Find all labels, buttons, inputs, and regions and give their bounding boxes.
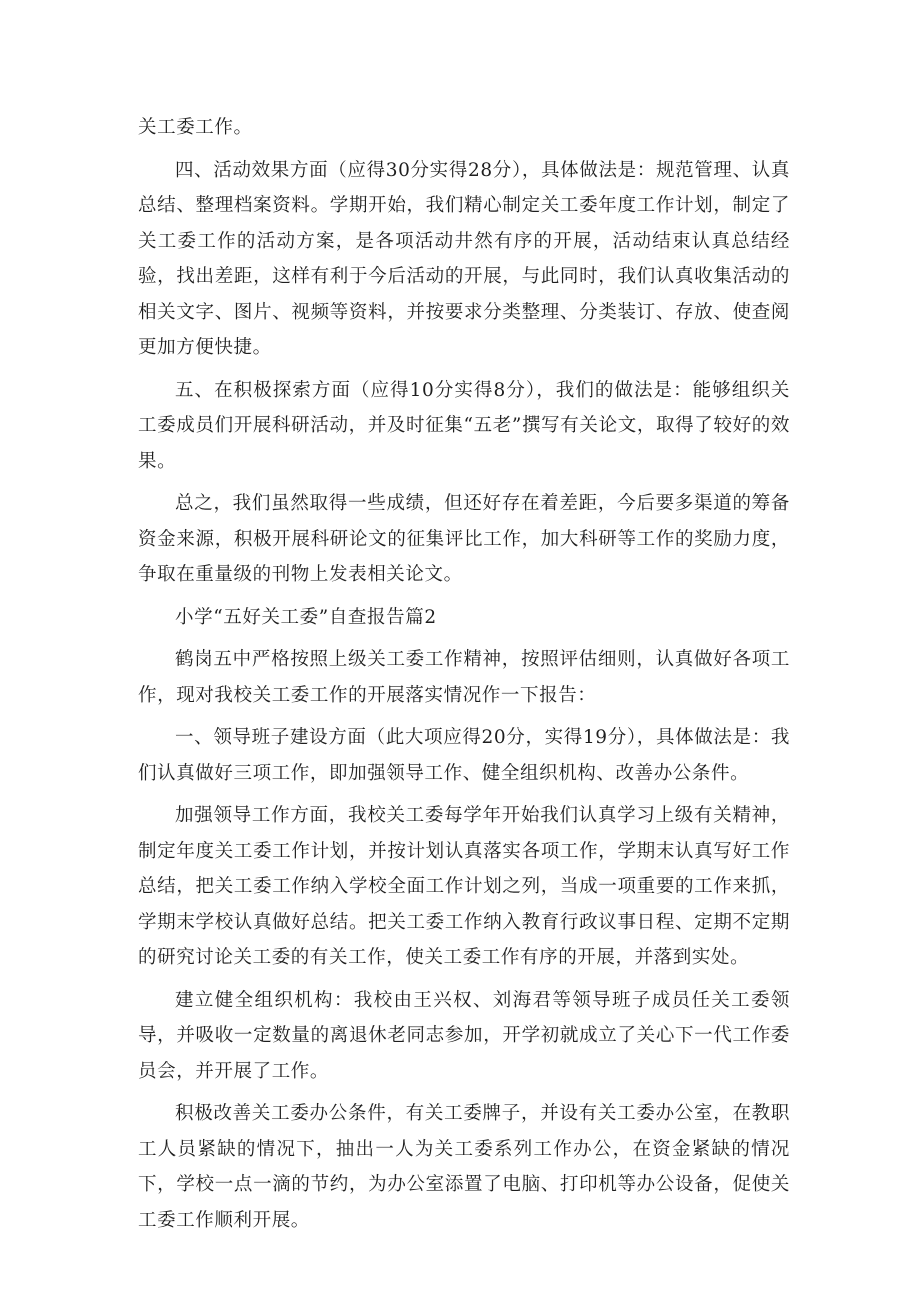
paragraph-organization: 建立健全组织机构：我校由王兴权、刘海君等领导班子成员任关工委领导，并吸收一定数量的离退休老同志参加，开学初就成立了关心下一代工作委员会，并开展了工作。 bbox=[138, 989, 790, 1082]
paragraph-continuation: 关工委工作。 bbox=[138, 117, 253, 138]
paragraph-intro: 鹤岗五中严格按照上级关工委工作精神，按照评估细则，认真做好各项工作，现对我校关工委工作的开展落实情况作一下报告： bbox=[138, 649, 790, 706]
paragraph-leadership: 一、领导班子建设方面（此大项应得20分，实得19分），具体做法是：我们认真做好三项工作，即加强领导工作、健全组织机构、改善办公条件。 bbox=[138, 727, 790, 784]
document-body bbox=[138, 110, 790, 1238]
paragraph-summary: 总之，我们虽然取得一些成绩，但还好存在着差距，今后要多渠道的筹备资金来源，积极开展科研论文的征集评比工作，加大科研等工作的奖励力度，争取在重量级的刊物上发表相关论文。 bbox=[138, 493, 790, 585]
section-heading: 小学“五好关工委”自查报告篇2 bbox=[175, 606, 437, 628]
paragraph-office-conditions: 积极改善关工委办公条件，有关工委牌子，并设有关工委办公室，在教职工人员紧缺的情况下，抽出一人为关工委系列工作办公，在资金紧缺的情况下，学校一点一滴的节约，为办公室添置了电脑、打印机等办公设备，促使关工委工作顺利开展。 bbox=[138, 1103, 790, 1231]
paragraph-strengthen-leadership: 加强领导工作方面，我校关工委每学年开始我们认真学习上级有关精神，制定年度关工委工作计划，并按计划认真落实各项工作，学期末认真写好工作总结，把关工委工作纳入学校全面工作计划之列，当成一项重要的工作来抓，学期末学校认真做好总结。把关工委工作纳入教育行政议事日程、定期不定期的研究讨论关工委的有关工作，使关工委工作有序的开展，并落到实处。 bbox=[138, 805, 790, 968]
paragraph-activity-effect: 四、活动效果方面（应得30分实得28分），具体做法是：规范管理、认真总结、整理档案资料。学期开始，我们精心制定关工委年度工作计划，制定了关工委工作的活动方案，是各项活动井然有序的开展，活动结束认真总结经验，找出差距，这样有利于今后活动的开展，与此同时，我们认真收集活动的相关文字、图片、视频等资料，并按要求分类整理、分类装订、存放、使查阅更加方便快捷。 bbox=[138, 159, 790, 358]
paragraph-exploration: 五、在积极探索方面（应得10分实得8分），我们的做法是：能够组织关工委成员们开展科研活动，并及时征集“五老”撰写有关论文，取得了较好的效果。 bbox=[138, 379, 790, 472]
